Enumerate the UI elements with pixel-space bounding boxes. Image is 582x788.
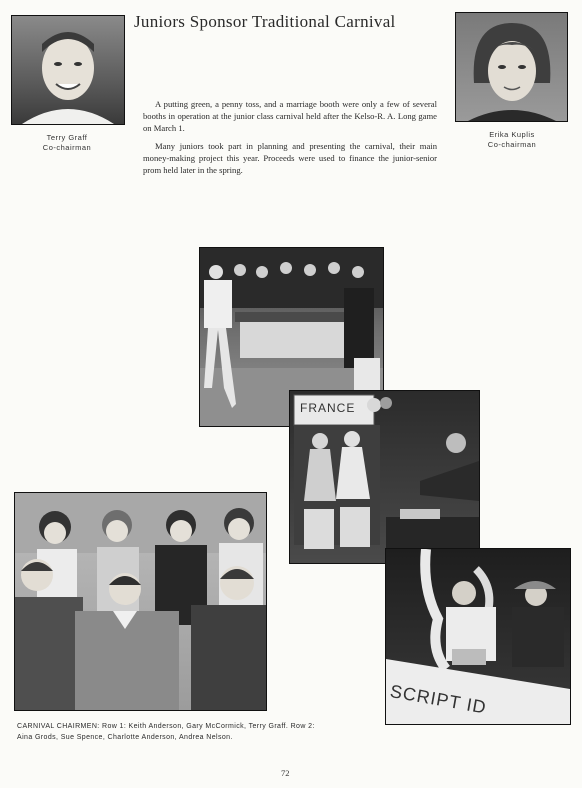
page-number: 72 — [281, 768, 290, 778]
script-booth-sign-text: SCRIPT ID — [388, 681, 489, 718]
group-photo-carnival-chairmen — [14, 492, 267, 711]
portrait-caption-right — [460, 130, 564, 150]
portrait-role: Co-chairman — [42, 143, 92, 152]
page-title: Juniors Sponsor Traditional Carnival — [134, 12, 396, 31]
article-paragraph: A putting green, a penny toss, and a marriage booth were only a few of several booths in operation at the junior class carnival held after the Kelso-R. A. Long game on March 1. — [143, 99, 437, 133]
portrait-photo-terry-graff — [11, 15, 125, 125]
carnival-photo-script-booth — [385, 548, 571, 725]
portrait-name: Terry Graff — [46, 133, 88, 142]
portrait-photo-erika-kuplis — [455, 12, 568, 122]
carnival-photo-france-booth — [289, 390, 480, 564]
portrait-role: Co-chairman — [487, 140, 537, 149]
booth-sign-text: FRANCE — [300, 401, 356, 415]
portrait-name: Erika Kuplis — [489, 130, 535, 139]
article-body — [143, 98, 437, 176]
article-paragraph: Many juniors took part in planning and presenting the carnival, their main money-making project this year. Proceeds were used to finance the junior-senior prom held later in the spring. — [143, 141, 437, 175]
group-photo-caption: CARNIVAL CHAIRMEN: Row 1: Keith Anderson, Gary McCormick, Terry Graff. Row 2: Aina Grods, Sue Spence, Charlotte Anderson, Andrea Nelson. — [17, 723, 315, 741]
portrait-caption-left — [17, 133, 117, 153]
